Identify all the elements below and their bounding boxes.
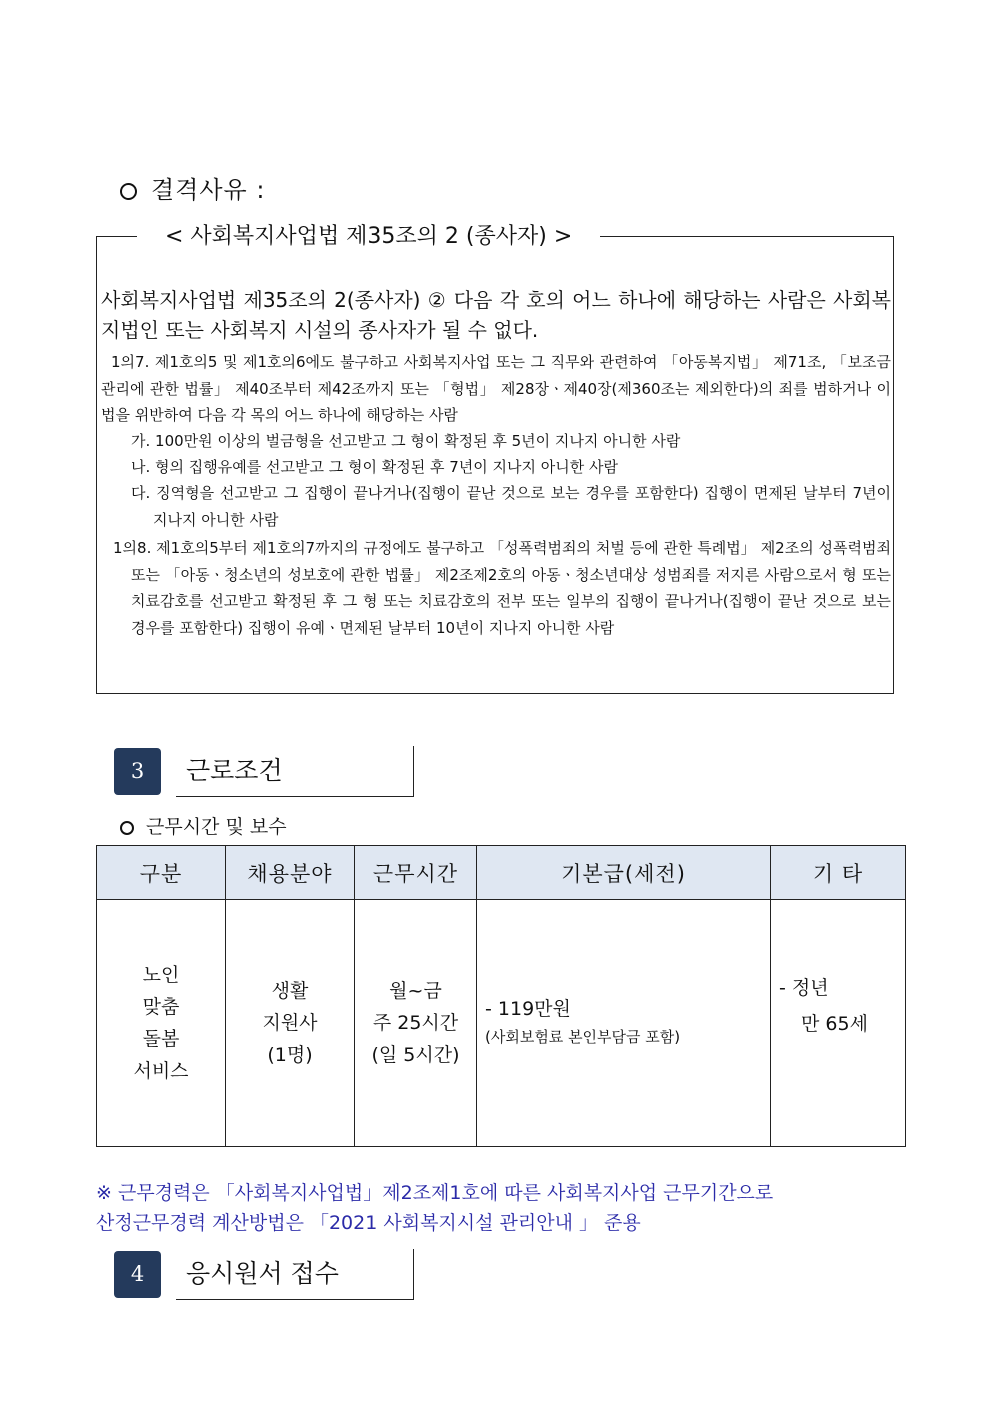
career-note-line: ※ 근무경력은 「사회복지사업법」제2조제1호에 따른 사회복지사업 근무기간으로 xyxy=(96,1182,774,1204)
hours-line: (일 5시간) xyxy=(371,1044,460,1066)
circle-bullet-icon xyxy=(120,183,137,200)
header-etc: 기 타 xyxy=(771,846,906,900)
law-item-7: 1의7. 제1호의5 및 제1호의6에도 불구하고 사회복지사업 또는 그 직무와 관련하여 「아동복지법」 제71조, 「보조금 관리에 관한 법률」 제40조부터 제42조까지 또는 「형법」 제28장ㆍ제40장(제360조는 제외한다)의 죄를 범하거나 이 법을 위반하여 다음 각 목의 어느 하나에 해당하는 사람 xyxy=(101,353,891,424)
cell-hours xyxy=(355,900,477,1147)
salary-note: (사회보험료 본인부담금 포함) xyxy=(485,1028,681,1046)
work-hours-label: 근무시간 및 보수 xyxy=(146,816,287,838)
field-line: 생활 xyxy=(271,980,309,1002)
header-category: 구분 xyxy=(97,846,226,900)
etc-line: - 정년 xyxy=(779,977,829,999)
cell-salary xyxy=(477,900,771,1147)
category-line: 맞춤 xyxy=(142,996,180,1018)
category-line: 서비스 xyxy=(133,1060,189,1082)
category-line: 노인 xyxy=(142,964,180,986)
header-hours: 근무시간 xyxy=(355,846,477,900)
hours-line: 주 25시간 xyxy=(372,1012,459,1034)
law-box-title: < 사회복지사업법 제35조의 2 (종사자) > xyxy=(137,220,600,254)
law-box xyxy=(96,224,894,694)
section-4-header xyxy=(114,1249,416,1301)
work-hours-heading xyxy=(120,812,287,839)
section-number-badge: 3 xyxy=(114,748,161,795)
section-title: 응시원서 접수 xyxy=(176,1249,414,1300)
working-conditions-table xyxy=(96,845,906,1147)
career-note-line: 산정근무경력 계산방법은 「2021 사회복지시설 관리안내 」 준용 xyxy=(96,1212,641,1234)
cell-etc xyxy=(771,900,906,1147)
law-item-8: 1의8. 제1호의5부터 제1호의7까지의 규정에도 불구하고 「성폭력범죄의 처벌 등에 관한 특례법」 제2조의 성폭력범죄 또는 「아동ㆍ청소년의 성보호에 관한 법률」 제2조제2호의 아동ㆍ청소년대상 성범죄를 저지른 사람으로서 형 또는 치료감호를 선고받고 확정된 후 그 형 또는 치료감호의 전부 또는 일부의 집행이 끝나거나(집행이 끝난 것으로 보는 경우를 포함한다) 집행이 유예ㆍ면제된 날부터 10년이 지나지 아니한 사람 xyxy=(113,539,891,637)
header-field: 채용분야 xyxy=(226,846,355,900)
table-header-row xyxy=(97,846,906,900)
disqualification-title: 결격사유 : xyxy=(151,176,266,204)
section-title: 근로조건 xyxy=(176,746,414,797)
salary-amount: - 119만원 xyxy=(485,998,571,1020)
header-salary: 기본급(세전) xyxy=(477,846,771,900)
circle-bullet-icon xyxy=(120,821,134,835)
cell-field xyxy=(226,900,355,1147)
law-subitem-ga: 가. 100만원 이상의 벌금형을 선고받고 그 형이 확정된 후 5년이 지나지 아니한 사람 xyxy=(131,432,681,450)
field-line: 지원사 xyxy=(262,1012,318,1034)
etc-line: 만 65세 xyxy=(801,1013,868,1035)
field-line: (1명) xyxy=(267,1044,313,1066)
section-number-badge: 4 xyxy=(114,1251,161,1298)
category-line: 돌봄 xyxy=(142,1028,180,1050)
hours-line: 월~금 xyxy=(389,980,442,1002)
table-row xyxy=(97,900,906,1147)
cell-category xyxy=(97,900,226,1147)
disqualification-heading xyxy=(120,170,265,205)
law-subitem-na: 나. 형의 집행유예를 선고받고 그 형이 확정된 후 7년이 지나지 아니한 사람 xyxy=(131,458,618,476)
section-3-header xyxy=(114,746,416,798)
law-subitem-da: 다. 징역형을 선고받고 그 집행이 끝나거나(집행이 끝난 것으로 보는 경우를 포함한다) 집행이 면제된 날부터 7년이 지나지 아니한 사람 xyxy=(131,484,891,529)
law-lead-paragraph: 사회복지사업법 제35조의 2(종사자) ② 다음 각 호의 어느 하나에 해당하는 사람은 사회복지법인 또는 사회복지 시설의 종사자가 될 수 없다. xyxy=(101,288,891,342)
career-note xyxy=(96,1178,773,1238)
